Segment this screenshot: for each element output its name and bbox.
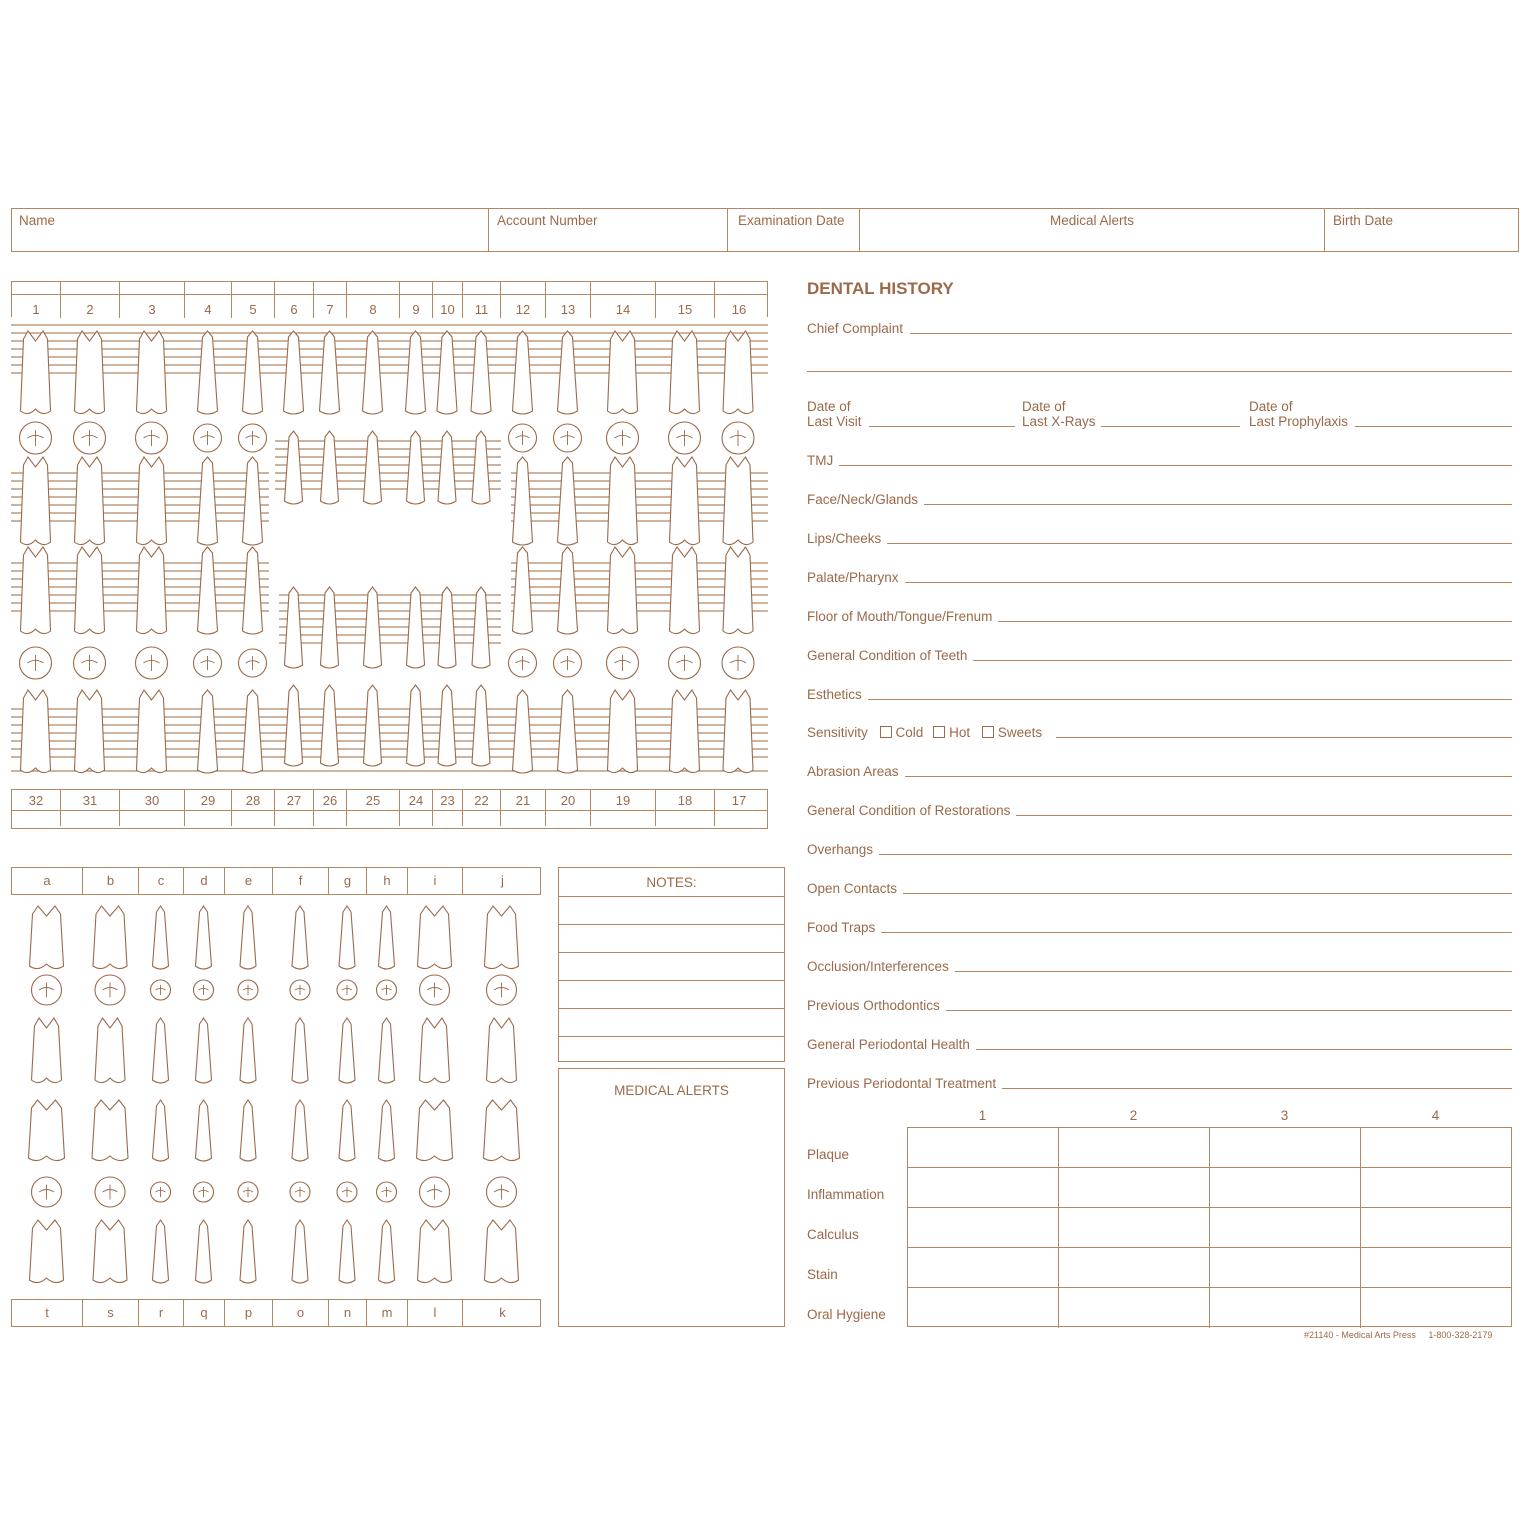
primary-tooth-letter-cell[interactable]: c <box>139 868 184 894</box>
perio-cell[interactable] <box>1059 1248 1210 1288</box>
primary-tooth-letter-cell[interactable]: n <box>329 1300 367 1326</box>
medical-alerts-label: Medical Alerts <box>1049 213 1135 228</box>
history-field-line[interactable] <box>976 1049 1512 1050</box>
lower-tooth-25[interactable] <box>364 587 382 766</box>
primary-tooth-a[interactable] <box>30 906 64 1083</box>
primary-tooth-letter-cell[interactable]: j <box>501 873 504 888</box>
tooth-number-cell[interactable]: 21 <box>501 790 546 826</box>
perio-cell[interactable] <box>1210 1288 1361 1328</box>
primary-tooth-o[interactable] <box>290 1100 310 1283</box>
tooth-number-cell[interactable]: 28 <box>232 790 275 826</box>
tooth-number-cell[interactable]: 3 <box>120 282 185 318</box>
primary-tooth-letter-cell[interactable]: i <box>408 868 463 894</box>
perio-cell[interactable] <box>1361 1168 1512 1208</box>
perio-cell[interactable] <box>1361 1208 1512 1248</box>
chief-complaint-label: Chief Complaint <box>807 321 904 336</box>
footer-text: #21140 - Medical Arts Press 1-800-328-2179 <box>1304 1330 1493 1340</box>
name-label: Name <box>19 213 56 228</box>
perio-cell[interactable] <box>1059 1128 1210 1168</box>
primary-tooth-h[interactable] <box>377 906 397 1083</box>
tooth-number-cell[interactable]: 11 <box>463 282 501 318</box>
date-last-prophylaxis-label: Date of Last Prophylaxis <box>1249 399 1349 429</box>
date-last-visit-line[interactable] <box>869 426 1015 427</box>
date-last-prophylaxis-line[interactable] <box>1355 426 1512 427</box>
account-number-label: Account Number <box>497 213 598 228</box>
notes-line[interactable] <box>559 953 784 981</box>
history-field-line[interactable] <box>998 621 1512 622</box>
tooth-number-cell[interactable]: 10 <box>433 282 463 318</box>
medical-alerts-box[interactable] <box>558 1068 785 1327</box>
lower-tooth-27[interactable] <box>285 587 303 766</box>
perio-cell[interactable] <box>908 1288 1059 1328</box>
perio-row-label: Oral Hygiene <box>807 1307 886 1322</box>
perio-row-label: Plaque <box>807 1147 850 1162</box>
perio-cell[interactable] <box>908 1208 1059 1248</box>
lower-tooth-29[interactable] <box>194 547 222 773</box>
tooth-number-cell[interactable]: 2 <box>61 282 120 318</box>
tooth-number-cell[interactable]: 19 <box>591 790 656 826</box>
notes-box[interactable] <box>558 867 785 1062</box>
primary-tooth-letter-cell[interactable]: s <box>83 1300 139 1326</box>
tooth-number-cell[interactable]: 32 <box>12 790 61 826</box>
primary-tooth-letter-cell[interactable]: e <box>225 868 273 894</box>
primary-lower-letter-row <box>11 1299 541 1327</box>
hot-label: Hot <box>949 725 971 740</box>
date-last-xrays-line[interactable] <box>1101 426 1240 427</box>
lower-tooth-23[interactable] <box>438 587 456 766</box>
history-field-line[interactable] <box>1002 1088 1512 1089</box>
primary-tooth-f[interactable] <box>290 906 310 1083</box>
tooth-number-cell[interactable]: 29 <box>185 790 232 826</box>
primary-tooth-letter-cell[interactable]: o <box>273 1300 329 1326</box>
history-field-line[interactable] <box>903 893 1512 894</box>
primary-tooth-p[interactable] <box>238 1100 258 1283</box>
tooth-number-cell[interactable]: 5 <box>232 282 275 318</box>
history-field-label: Lips/Cheeks <box>807 531 882 546</box>
tooth-number-cell[interactable]: 6 <box>275 282 314 318</box>
perio-cell[interactable] <box>1059 1168 1210 1208</box>
primary-tooth-k[interactable] <box>484 1100 520 1283</box>
upper-row-divider <box>12 282 767 295</box>
primary-tooth-r[interactable] <box>151 1100 171 1283</box>
notes-title: NOTES: <box>559 868 784 897</box>
primary-tooth-t[interactable] <box>29 1100 65 1283</box>
lower-tooth-20[interactable] <box>554 547 582 773</box>
dental-history-title: DENTAL HISTORY <box>807 279 954 298</box>
perio-row-label: Stain <box>807 1267 838 1282</box>
tooth-number-cell[interactable]: 13 <box>546 282 591 318</box>
date-last-visit-label: Date of Last Visit <box>807 399 862 429</box>
upper-tooth-number-row <box>11 281 768 317</box>
cold-checkbox[interactable] <box>880 726 892 738</box>
primary-upper-letter-row <box>11 867 541 895</box>
notes-line[interactable] <box>559 897 784 925</box>
name-field[interactable] <box>11 208 489 252</box>
history-field-line[interactable] <box>946 1010 1512 1011</box>
tooth-number-cell[interactable]: 18 <box>656 790 715 826</box>
primary-tooth-letter-cell[interactable]: d <box>184 868 225 894</box>
upper-tooth-14[interactable] <box>607 331 639 545</box>
medical-alerts-field[interactable] <box>860 208 1325 252</box>
primary-tooth-i[interactable] <box>418 906 452 1083</box>
history-field-label: General Condition of Teeth <box>807 648 968 663</box>
upper-tooth-15[interactable] <box>669 331 701 545</box>
history-field-label: TMJ <box>807 453 834 468</box>
chief-complaint-line[interactable] <box>910 333 1512 334</box>
lower-tooth-17[interactable] <box>722 547 754 773</box>
tooth-number-cell[interactable]: 30 <box>120 790 185 826</box>
lower-tooth-19[interactable] <box>607 547 639 773</box>
primary-tooth-q[interactable] <box>194 1100 214 1283</box>
primary-tooth-j[interactable] <box>485 906 519 1083</box>
permanent-teeth-diagram <box>11 325 768 795</box>
perio-row-label: Inflammation <box>807 1187 885 1202</box>
primary-tooth-m[interactable] <box>377 1100 397 1283</box>
account-number-field[interactable] <box>489 208 728 252</box>
lower-tooth-28[interactable] <box>239 547 267 773</box>
examination-date-label: Examination Date <box>738 213 845 228</box>
primary-tooth-letter-cell[interactable]: b <box>83 868 139 894</box>
tooth-number-cell[interactable]: 12 <box>501 282 546 318</box>
history-field-label: Occlusion/Interferences <box>807 959 949 974</box>
primary-tooth-letter-cell[interactable]: t <box>12 1300 83 1326</box>
perio-row-label: Calculus <box>807 1227 859 1242</box>
tooth-number-cell[interactable]: 14 <box>591 282 656 318</box>
sensitivity-label: Sensitivity Cold Hot Sweets <box>807 725 1043 740</box>
medical-alerts-title: MEDICAL ALERTS <box>614 1083 729 1098</box>
hot-checkbox[interactable] <box>933 726 945 738</box>
primary-tooth-s[interactable] <box>92 1100 128 1283</box>
perio-cell[interactable] <box>1361 1128 1512 1168</box>
primary-tooth-letter-cell[interactable]: r <box>139 1300 184 1326</box>
perio-cell[interactable] <box>908 1168 1059 1208</box>
upper-tooth-3[interactable] <box>136 331 168 545</box>
lower-tooth-number-row <box>11 789 768 829</box>
tooth-number-cell[interactable]: 20 <box>546 790 591 826</box>
upper-tooth-2[interactable] <box>74 331 106 545</box>
permanent-tooth-chart <box>11 281 768 829</box>
history-field-label: Face/Neck/Glands <box>807 492 919 507</box>
lower-tooth-21[interactable] <box>509 547 537 773</box>
history-field-label: General Periodontal Health <box>807 1037 970 1052</box>
primary-tooth-letter-cell[interactable]: q <box>184 1300 225 1326</box>
history-field-line[interactable] <box>868 699 1512 700</box>
history-field-label: Previous Periodontal Treatment <box>807 1076 997 1091</box>
tooth-number-cell[interactable]: 9 <box>400 282 433 318</box>
notes-line[interactable] <box>559 1009 784 1037</box>
birth-date-label: Birth Date <box>1333 213 1394 228</box>
history-field-line[interactable] <box>924 504 1512 505</box>
history-field-label: Food Traps <box>807 920 876 935</box>
perio-cell[interactable] <box>1059 1288 1210 1328</box>
tooth-number-cell[interactable]: 7 <box>314 282 347 318</box>
primary-tooth-e[interactable] <box>238 906 258 1083</box>
perio-table <box>907 1127 1512 1327</box>
history-field-label: Overhangs <box>807 842 874 857</box>
history-field-label: Abrasion Areas <box>807 764 899 779</box>
sweets-label: Sweets <box>997 725 1043 740</box>
tooth-number-cell[interactable]: 1 <box>12 282 61 318</box>
history-field-line[interactable] <box>955 971 1512 972</box>
sweets-checkbox[interactable] <box>982 726 994 738</box>
perio-cell[interactable] <box>1361 1288 1512 1328</box>
perio-column-header: 4 <box>1431 1108 1440 1123</box>
tooth-number-cell[interactable]: 17 <box>731 793 747 808</box>
primary-tooth-n[interactable] <box>337 1100 357 1283</box>
sensitivity-line[interactable] <box>1056 737 1512 738</box>
tooth-number-cell[interactable]: 23 <box>433 790 463 826</box>
notes-line[interactable] <box>559 981 784 1009</box>
lower-tooth-24[interactable] <box>407 587 425 766</box>
lower-tooth-31[interactable] <box>74 547 106 773</box>
primary-tooth-letter-cell[interactable]: f <box>273 868 329 894</box>
primary-tooth-letter-cell[interactable]: p <box>225 1300 273 1326</box>
birth-date-field[interactable] <box>1325 208 1519 252</box>
upper-tooth-1[interactable] <box>20 331 52 545</box>
perio-cell[interactable] <box>908 1128 1059 1168</box>
history-field-line[interactable] <box>973 660 1512 661</box>
tooth-number-cell[interactable]: 26 <box>314 790 347 826</box>
tooth-number-cell[interactable]: 27 <box>275 790 314 826</box>
perio-cell[interactable] <box>1210 1128 1361 1168</box>
perio-column-header: 1 <box>978 1108 987 1123</box>
primary-tooth-letter-cell[interactable]: a <box>12 868 83 894</box>
lower-row-divider <box>12 810 767 811</box>
lower-tooth-26[interactable] <box>321 587 339 766</box>
tooth-number-cell[interactable]: 24 <box>400 790 433 826</box>
cold-label: Cold <box>895 725 924 740</box>
notes-line[interactable] <box>559 925 784 953</box>
history-field-line[interactable] <box>905 776 1512 777</box>
perio-cell[interactable] <box>1210 1248 1361 1288</box>
perio-cell[interactable] <box>908 1248 1059 1288</box>
tooth-number-cell[interactable]: 25 <box>347 790 400 826</box>
perio-cell[interactable] <box>1210 1208 1361 1248</box>
perio-cell[interactable] <box>1210 1168 1361 1208</box>
perio-column-header: 3 <box>1280 1108 1289 1123</box>
history-field-line[interactable] <box>839 465 1512 466</box>
history-field-label: Previous Orthodontics <box>807 998 940 1013</box>
history-field-line[interactable] <box>905 582 1512 583</box>
history-field-label: General Condition of Restorations <box>807 803 1011 818</box>
lower-tooth-22[interactable] <box>472 587 490 766</box>
history-field-label: Esthetics <box>807 687 862 702</box>
primary-tooth-letter-cell[interactable]: h <box>367 868 408 894</box>
history-field-line[interactable] <box>1016 815 1512 816</box>
primary-tooth-letter-cell[interactable]: m <box>367 1300 408 1326</box>
history-field-line[interactable] <box>887 543 1512 544</box>
history-field-line[interactable] <box>879 854 1512 855</box>
history-field-label: Palate/Pharynx <box>807 570 899 585</box>
upper-tooth-16[interactable] <box>722 331 754 545</box>
history-field-label: Floor of Mouth/Tongue/Frenum <box>807 609 993 624</box>
tooth-number-cell[interactable]: 15 <box>656 282 715 318</box>
lower-tooth-32[interactable] <box>20 547 52 773</box>
primary-tooth-d[interactable] <box>194 906 214 1083</box>
history-field-line[interactable] <box>881 932 1512 933</box>
primary-tooth-b[interactable] <box>93 906 127 1083</box>
primary-tooth-letter-cell[interactable]: g <box>329 868 367 894</box>
primary-tooth-letter-cell[interactable]: l <box>408 1300 463 1326</box>
perio-cell[interactable] <box>1361 1248 1512 1288</box>
tooth-number-cell[interactable]: 31 <box>61 790 120 826</box>
chief-complaint-line-2[interactable] <box>807 371 1512 372</box>
tooth-number-cell[interactable]: 22 <box>463 790 501 826</box>
primary-tooth-letter-cell[interactable]: k <box>499 1305 506 1320</box>
primary-tooth-g[interactable] <box>337 906 357 1083</box>
tooth-number-cell[interactable]: 16 <box>731 302 747 317</box>
perio-cell[interactable] <box>1059 1208 1210 1248</box>
history-field-label: Open Contacts <box>807 881 898 896</box>
lower-tooth-30[interactable] <box>136 547 168 773</box>
primary-tooth-l[interactable] <box>417 1100 453 1283</box>
examination-date-field[interactable] <box>728 208 860 252</box>
tooth-number-cell[interactable]: 4 <box>185 282 232 318</box>
primary-tooth-c[interactable] <box>151 906 171 1083</box>
lower-tooth-18[interactable] <box>669 547 701 773</box>
tooth-number-cell[interactable]: 8 <box>347 282 400 318</box>
perio-column-header: 2 <box>1129 1108 1138 1123</box>
date-last-xrays-label: Date of Last X-Rays <box>1022 399 1096 429</box>
primary-teeth-diagram <box>11 900 541 1290</box>
